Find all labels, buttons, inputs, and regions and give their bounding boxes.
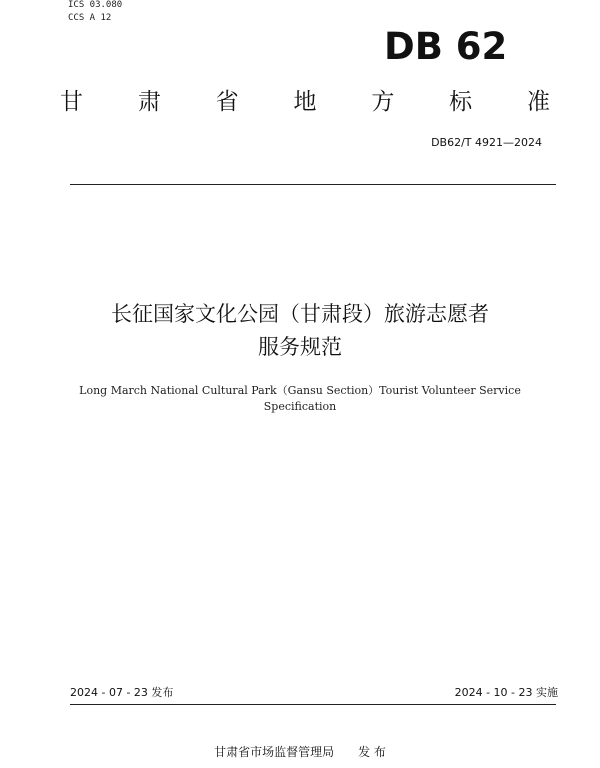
standard-type-char: 准 xyxy=(526,89,550,115)
standard-type-char: 标 xyxy=(449,89,473,115)
publish-action: 发 布 xyxy=(358,745,386,759)
issue-date: 2024 - 07 - 23 发布 xyxy=(70,686,174,699)
publisher-line xyxy=(40,744,560,760)
standard-type-char: 省 xyxy=(215,89,239,115)
top-divider xyxy=(70,184,556,185)
standard-number: DB62/T 4921—2024 xyxy=(431,136,542,149)
implementation-date: 2024 - 10 - 23 实施 xyxy=(454,686,558,699)
title-zh-line: 长征国家文化公园（甘肃段）旅游志愿者 xyxy=(111,302,489,326)
ics-code: ICS 03.080 xyxy=(68,0,123,10)
document-title-chinese xyxy=(40,298,560,364)
title-zh-line: 服务规范 xyxy=(258,335,342,359)
standard-type-char: 地 xyxy=(293,89,317,115)
db-standard-mark: DB 62 xyxy=(384,25,508,68)
standard-type-char: 甘 xyxy=(60,89,83,115)
title-en-line: Long March National Cultural Park（Gansu Section）Tourist Volunteer Service xyxy=(79,384,521,397)
publisher-name: 甘肃省市场监督管理局 xyxy=(214,745,335,759)
title-en-line: Specification xyxy=(263,400,337,413)
document-title-english xyxy=(40,383,560,415)
ccs-code: CCS A 12 xyxy=(68,13,112,23)
bottom-divider xyxy=(70,704,556,705)
standard-type-char: 方 xyxy=(371,89,395,115)
standard-type-heading xyxy=(60,88,550,116)
standard-type-char: 肃 xyxy=(137,89,161,115)
